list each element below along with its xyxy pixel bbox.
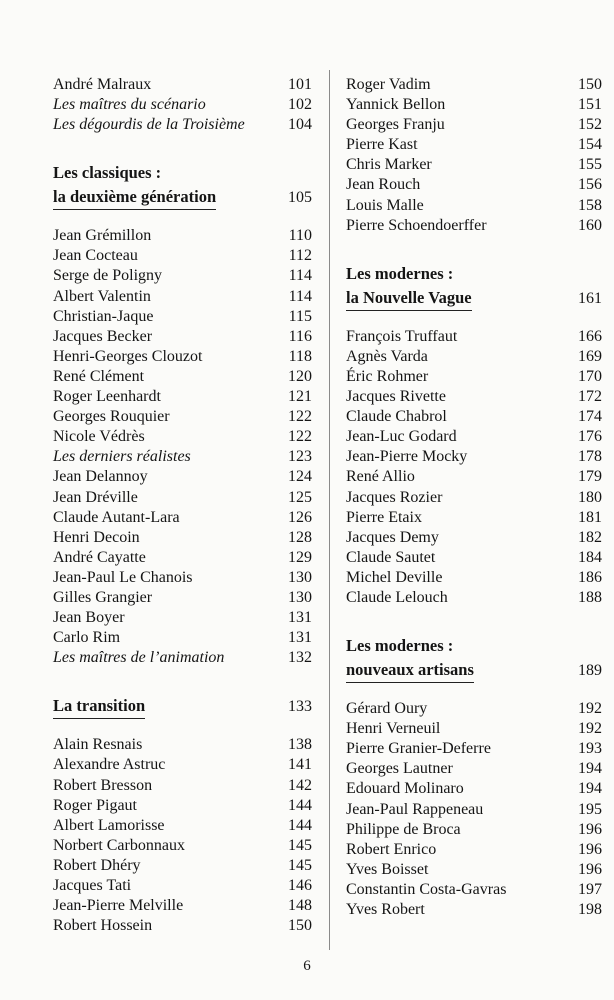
toc-left-column: [53, 75, 312, 936]
toc-entry-page: 155: [578, 156, 602, 174]
toc-entry-title: Jacques Becker: [53, 327, 153, 345]
toc-entry-page: 120: [288, 367, 312, 385]
toc-entry: [53, 307, 312, 327]
toc-entry: [346, 739, 602, 759]
toc-entry-title: Les maîtres du scénario: [53, 96, 206, 114]
toc-entry: [53, 327, 312, 347]
toc-group: [53, 735, 312, 936]
section-title-line1: Les modernes :: [346, 263, 454, 283]
toc-entry: [53, 427, 312, 447]
toc-entry-title: Gérard Oury: [346, 700, 428, 718]
toc-entry: [53, 95, 312, 115]
toc-entry-title: Claude Autant-Lara: [53, 508, 180, 526]
toc-entry: [53, 916, 312, 936]
toc-entry-title: Les derniers réalistes: [53, 448, 191, 466]
toc-entry-page: 197: [578, 880, 602, 898]
toc-entry: [346, 880, 602, 900]
toc-entry-page: 154: [578, 136, 602, 154]
toc-entry: [346, 347, 602, 367]
toc-entry-page: 196: [578, 860, 602, 878]
toc-entry-title: René Clément: [53, 367, 145, 385]
toc-entry: [346, 588, 602, 608]
toc-entry: [53, 467, 312, 487]
toc-entry-title: Louis Malle: [346, 196, 424, 214]
toc-entry: [53, 387, 312, 407]
toc-entry: [53, 447, 312, 467]
toc-entry: [346, 548, 602, 568]
toc-entry-page: 104: [288, 116, 312, 134]
toc-entry-page: 122: [288, 428, 312, 446]
toc-entry-title: Nicole Védrès: [53, 428, 145, 446]
toc-entry-title: Jean Grémillon: [53, 227, 152, 245]
toc-entry-page: 125: [288, 488, 312, 506]
toc-entry-title: Georges Lautner: [346, 760, 453, 778]
toc-entry-page: 176: [578, 428, 602, 446]
toc-entry-title: Alain Resnais: [53, 736, 143, 754]
toc-entry-title: Georges Rouquier: [53, 408, 170, 426]
toc-entry-page: 138: [288, 736, 312, 754]
toc-entry: [346, 860, 602, 880]
toc-group: [53, 75, 312, 135]
toc-entry-title: Yves Boisset: [346, 860, 429, 878]
toc-entry-page: 170: [578, 367, 602, 385]
toc-entry: [346, 820, 602, 840]
toc-entry: [53, 816, 312, 836]
toc-entry-page: 151: [578, 96, 602, 114]
toc-entry: [53, 528, 312, 548]
toc-entry: [346, 216, 602, 236]
toc-entry: [53, 115, 312, 135]
toc-entry-page: 114: [288, 287, 312, 305]
toc-entry: [53, 75, 312, 95]
toc-entry-page: 132: [288, 649, 312, 667]
toc-entry-page: 172: [578, 388, 602, 406]
toc-group: [53, 226, 312, 668]
toc-entry-page: 194: [578, 780, 602, 798]
toc-entry-title: Pierre Schoendoerffer: [346, 216, 487, 234]
toc-entry: [346, 699, 602, 719]
toc-entry: [346, 407, 602, 427]
section-heading: [346, 262, 602, 311]
toc-entry-title: Jacques Rivette: [346, 388, 446, 406]
toc-entry-title: Claude Sautet: [346, 548, 436, 566]
toc-entry: [53, 548, 312, 568]
toc-entry: [346, 447, 602, 467]
toc-entry-page: 166: [578, 327, 602, 345]
toc-entry-title: Pierre Etaix: [346, 508, 422, 526]
toc-entry: [346, 759, 602, 779]
toc-entry: [53, 856, 312, 876]
section-title-line2: la deuxième génération: [53, 187, 217, 207]
toc-entry-title: Yannick Bellon: [346, 96, 446, 114]
toc-entry-page: 174: [578, 408, 602, 426]
section-page-number: 105: [288, 189, 312, 207]
toc-entry-title: Éric Rohmer: [346, 367, 429, 385]
toc-entry-page: 182: [578, 528, 602, 546]
toc-entry-page: 188: [578, 588, 602, 606]
toc-entry-title: Michel Deville: [346, 568, 443, 586]
toc-entry: [346, 75, 602, 95]
toc-entry-page: 145: [288, 856, 312, 874]
toc-entry: [346, 115, 602, 135]
toc-entry: [346, 95, 602, 115]
section-page-number: 133: [288, 698, 312, 716]
toc-entry: [53, 836, 312, 856]
toc-entry: [346, 367, 602, 387]
toc-entry-page: 192: [578, 700, 602, 718]
toc-entry: [53, 266, 312, 286]
toc-entry-title: Jean Dréville: [53, 488, 138, 506]
toc-entry: [53, 347, 312, 367]
toc-entry-title: Robert Hossein: [53, 917, 153, 935]
toc-entry-page: 118: [288, 347, 312, 365]
toc-entry-page: 115: [288, 307, 312, 325]
toc-entry-title: René Allio: [346, 468, 415, 486]
section-heading: [53, 161, 312, 210]
toc-entry: [53, 776, 312, 796]
section-title-line2: nouveaux artisans: [346, 660, 474, 680]
toc-entry-title: Jean-Pierre Melville: [53, 897, 184, 915]
toc-entry-title: François Truffaut: [346, 327, 458, 345]
toc-entry-page: 110: [288, 227, 312, 245]
toc-entry: [53, 648, 312, 668]
toc-entry: [53, 488, 312, 508]
toc-entry: [346, 508, 602, 528]
toc-entry-title: Albert Lamorisse: [53, 816, 165, 834]
toc-entry-page: 156: [578, 176, 602, 194]
toc-entry-title: Norbert Carbonnaux: [53, 836, 185, 854]
toc-entry: [53, 755, 312, 775]
toc-entry-page: 112: [288, 247, 312, 265]
toc-entry-title: André Cayatte: [53, 548, 146, 566]
toc-entry: [346, 900, 602, 920]
section-title-line1: Les classiques :: [53, 163, 162, 183]
toc-entry-page: 192: [578, 720, 602, 738]
toc-entry-page: 148: [288, 897, 312, 915]
toc-entry-title: Alexandre Astruc: [53, 756, 166, 774]
toc-entry: [346, 800, 602, 820]
toc-entry-title: Robert Enrico: [346, 840, 437, 858]
toc-entry: [346, 327, 602, 347]
toc-entry-page: 101: [288, 76, 312, 93]
toc-entry-page: 122: [288, 408, 312, 426]
toc-entry-title: Pierre Kast: [346, 136, 418, 154]
toc-entry-title: Serge de Poligny: [53, 267, 163, 285]
toc-entry-title: Roger Vadim: [346, 76, 431, 93]
toc-entry: [346, 387, 602, 407]
section-page-number: 189: [578, 662, 602, 680]
toc-entry: [346, 840, 602, 860]
toc-entry: [346, 155, 602, 175]
toc-entry-title: Christian-Jaque: [53, 307, 154, 325]
toc-entry: [53, 896, 312, 916]
toc-entry-page: 195: [578, 800, 602, 818]
toc-entry-title: Les dégourdis de la Troisième: [53, 116, 245, 134]
toc-right-column: [346, 75, 602, 920]
toc-entry-title: Pierre Granier-Deferre: [346, 740, 491, 758]
toc-entry: [346, 779, 602, 799]
toc-entry: [346, 175, 602, 195]
toc-group: [346, 327, 602, 608]
toc-entry-page: 179: [578, 468, 602, 486]
column-divider: [329, 70, 330, 950]
toc-entry-title: Jacques Tati: [53, 877, 132, 894]
toc-entry-page: 131: [288, 629, 312, 647]
toc-entry: [53, 287, 312, 307]
toc-entry-page: 184: [578, 548, 602, 566]
toc-entry-page: 131: [288, 609, 312, 627]
toc-entry: [53, 407, 312, 427]
toc-entry: [346, 528, 602, 548]
toc-entry-page: 186: [578, 568, 602, 586]
section-title: [53, 161, 216, 210]
toc-entry-title: Yves Robert: [346, 901, 425, 918]
toc-entry-title: Philippe de Broca: [346, 820, 461, 838]
toc-entry: [346, 719, 602, 739]
toc-entry-page: 180: [578, 488, 602, 506]
toc-entry: [53, 246, 312, 266]
toc-entry-title: Claude Lelouch: [346, 588, 448, 606]
toc-entry: [53, 588, 312, 608]
toc-entry-page: 102: [288, 96, 312, 114]
toc-entry-title: Agnès Varda: [346, 347, 428, 365]
toc-entry-title: Chris Marker: [346, 156, 432, 174]
toc-entry-title: Jean Rouch: [346, 176, 421, 194]
toc-entry-page: 150: [578, 76, 602, 93]
section-heading: [346, 634, 602, 683]
toc-entry-title: Henri-Georges Clouzot: [53, 347, 203, 365]
toc-group: [346, 699, 602, 920]
section-heading: [53, 694, 312, 719]
toc-entry-title: Jacques Demy: [346, 528, 439, 546]
toc-entry-title: Jean-Paul Le Chanois: [53, 568, 193, 586]
toc-entry-page: 128: [288, 528, 312, 546]
toc-entry-title: Jean Boyer: [53, 609, 125, 627]
toc-entry-page: 130: [288, 568, 312, 586]
toc-entry: [53, 568, 312, 588]
toc-entry: [53, 876, 312, 896]
toc-entry-title: Roger Leenhardt: [53, 388, 161, 406]
toc-entry-page: 144: [288, 796, 312, 814]
toc-entry: [346, 568, 602, 588]
toc-entry: [53, 226, 312, 246]
toc-entry-page: 141: [288, 756, 312, 774]
toc-entry-page: 158: [578, 196, 602, 214]
toc-entry: [53, 508, 312, 528]
toc-entry-page: 142: [288, 776, 312, 794]
toc-entry-title: Les maîtres de l’animation: [53, 649, 225, 667]
toc-entry: [53, 367, 312, 387]
toc-entry: [346, 135, 602, 155]
toc-entry-page: 194: [578, 760, 602, 778]
toc-entry: [346, 427, 602, 447]
toc-entry-title: Jean-Pierre Mocky: [346, 448, 468, 466]
toc-entry-page: 116: [288, 327, 312, 345]
toc-group: [346, 75, 602, 236]
toc-entry-page: 198: [578, 901, 602, 918]
toc-entry-page: 196: [578, 820, 602, 838]
toc-entry-title: Constantin Costa-Gavras: [346, 880, 507, 898]
toc-entry-title: Claude Chabrol: [346, 408, 447, 426]
page-number: 6: [303, 958, 311, 974]
section-title: [346, 262, 472, 311]
toc-entry-title: Albert Valentin: [53, 287, 151, 305]
toc-entry-title: Henri Verneuil: [346, 720, 441, 738]
toc-entry-page: 146: [288, 877, 312, 894]
toc-entry-page: 152: [578, 116, 602, 134]
toc-entry-title: Henri Decoin: [53, 528, 140, 546]
toc-entry-page: 196: [578, 840, 602, 858]
toc-entry-page: 123: [288, 448, 312, 466]
toc-entry-page: 160: [578, 216, 602, 234]
toc-entry-page: 126: [288, 508, 312, 526]
section-title: La transition: [53, 694, 145, 719]
toc-entry-title: Carlo Rim: [53, 629, 121, 647]
toc-entry-title: Jean-Luc Godard: [346, 428, 457, 446]
toc-entry-page: 169: [578, 347, 602, 365]
toc-entry-page: 130: [288, 588, 312, 606]
toc-entry-page: 121: [288, 388, 312, 406]
toc-entry: [346, 196, 602, 216]
section-title-line2: la Nouvelle Vague: [346, 287, 472, 307]
toc-entry-page: 193: [578, 740, 602, 758]
toc-entry: [53, 628, 312, 648]
toc-entry-title: Jacques Rozier: [346, 488, 443, 506]
toc-entry-page: 150: [288, 917, 312, 935]
section-title: [346, 634, 474, 683]
toc-entry: [346, 488, 602, 508]
toc-entry: [53, 796, 312, 816]
toc-entry-title: Roger Pigaut: [53, 796, 137, 814]
section-page-number: 161: [578, 289, 602, 307]
toc-entry-page: 114: [288, 267, 312, 285]
toc-entry-title: Robert Dhéry: [53, 856, 141, 874]
toc-entry-title: Gilles Grangier: [53, 588, 153, 606]
toc-entry-title: Edouard Molinaro: [346, 780, 464, 798]
toc-entry-title: Jean-Paul Rappeneau: [346, 800, 484, 818]
section-title-line1: Les modernes :: [346, 636, 454, 656]
toc-entry-page: 178: [578, 448, 602, 466]
toc-entry-page: 181: [578, 508, 602, 526]
toc-entry-page: 144: [288, 816, 312, 834]
toc-entry-page: 145: [288, 836, 312, 854]
toc-entry-title: Jean Delannoy: [53, 468, 148, 486]
toc-entry-title: Georges Franju: [346, 116, 445, 134]
toc-entry-title: Jean Cocteau: [53, 247, 138, 265]
toc-entry: [53, 735, 312, 755]
toc-entry: [53, 608, 312, 628]
toc-entry-page: 129: [288, 548, 312, 566]
toc-entry-title: Robert Bresson: [53, 776, 153, 794]
toc-entry-title: André Malraux: [53, 76, 152, 93]
toc-entry-page: 124: [288, 468, 312, 486]
toc-entry: [346, 467, 602, 487]
